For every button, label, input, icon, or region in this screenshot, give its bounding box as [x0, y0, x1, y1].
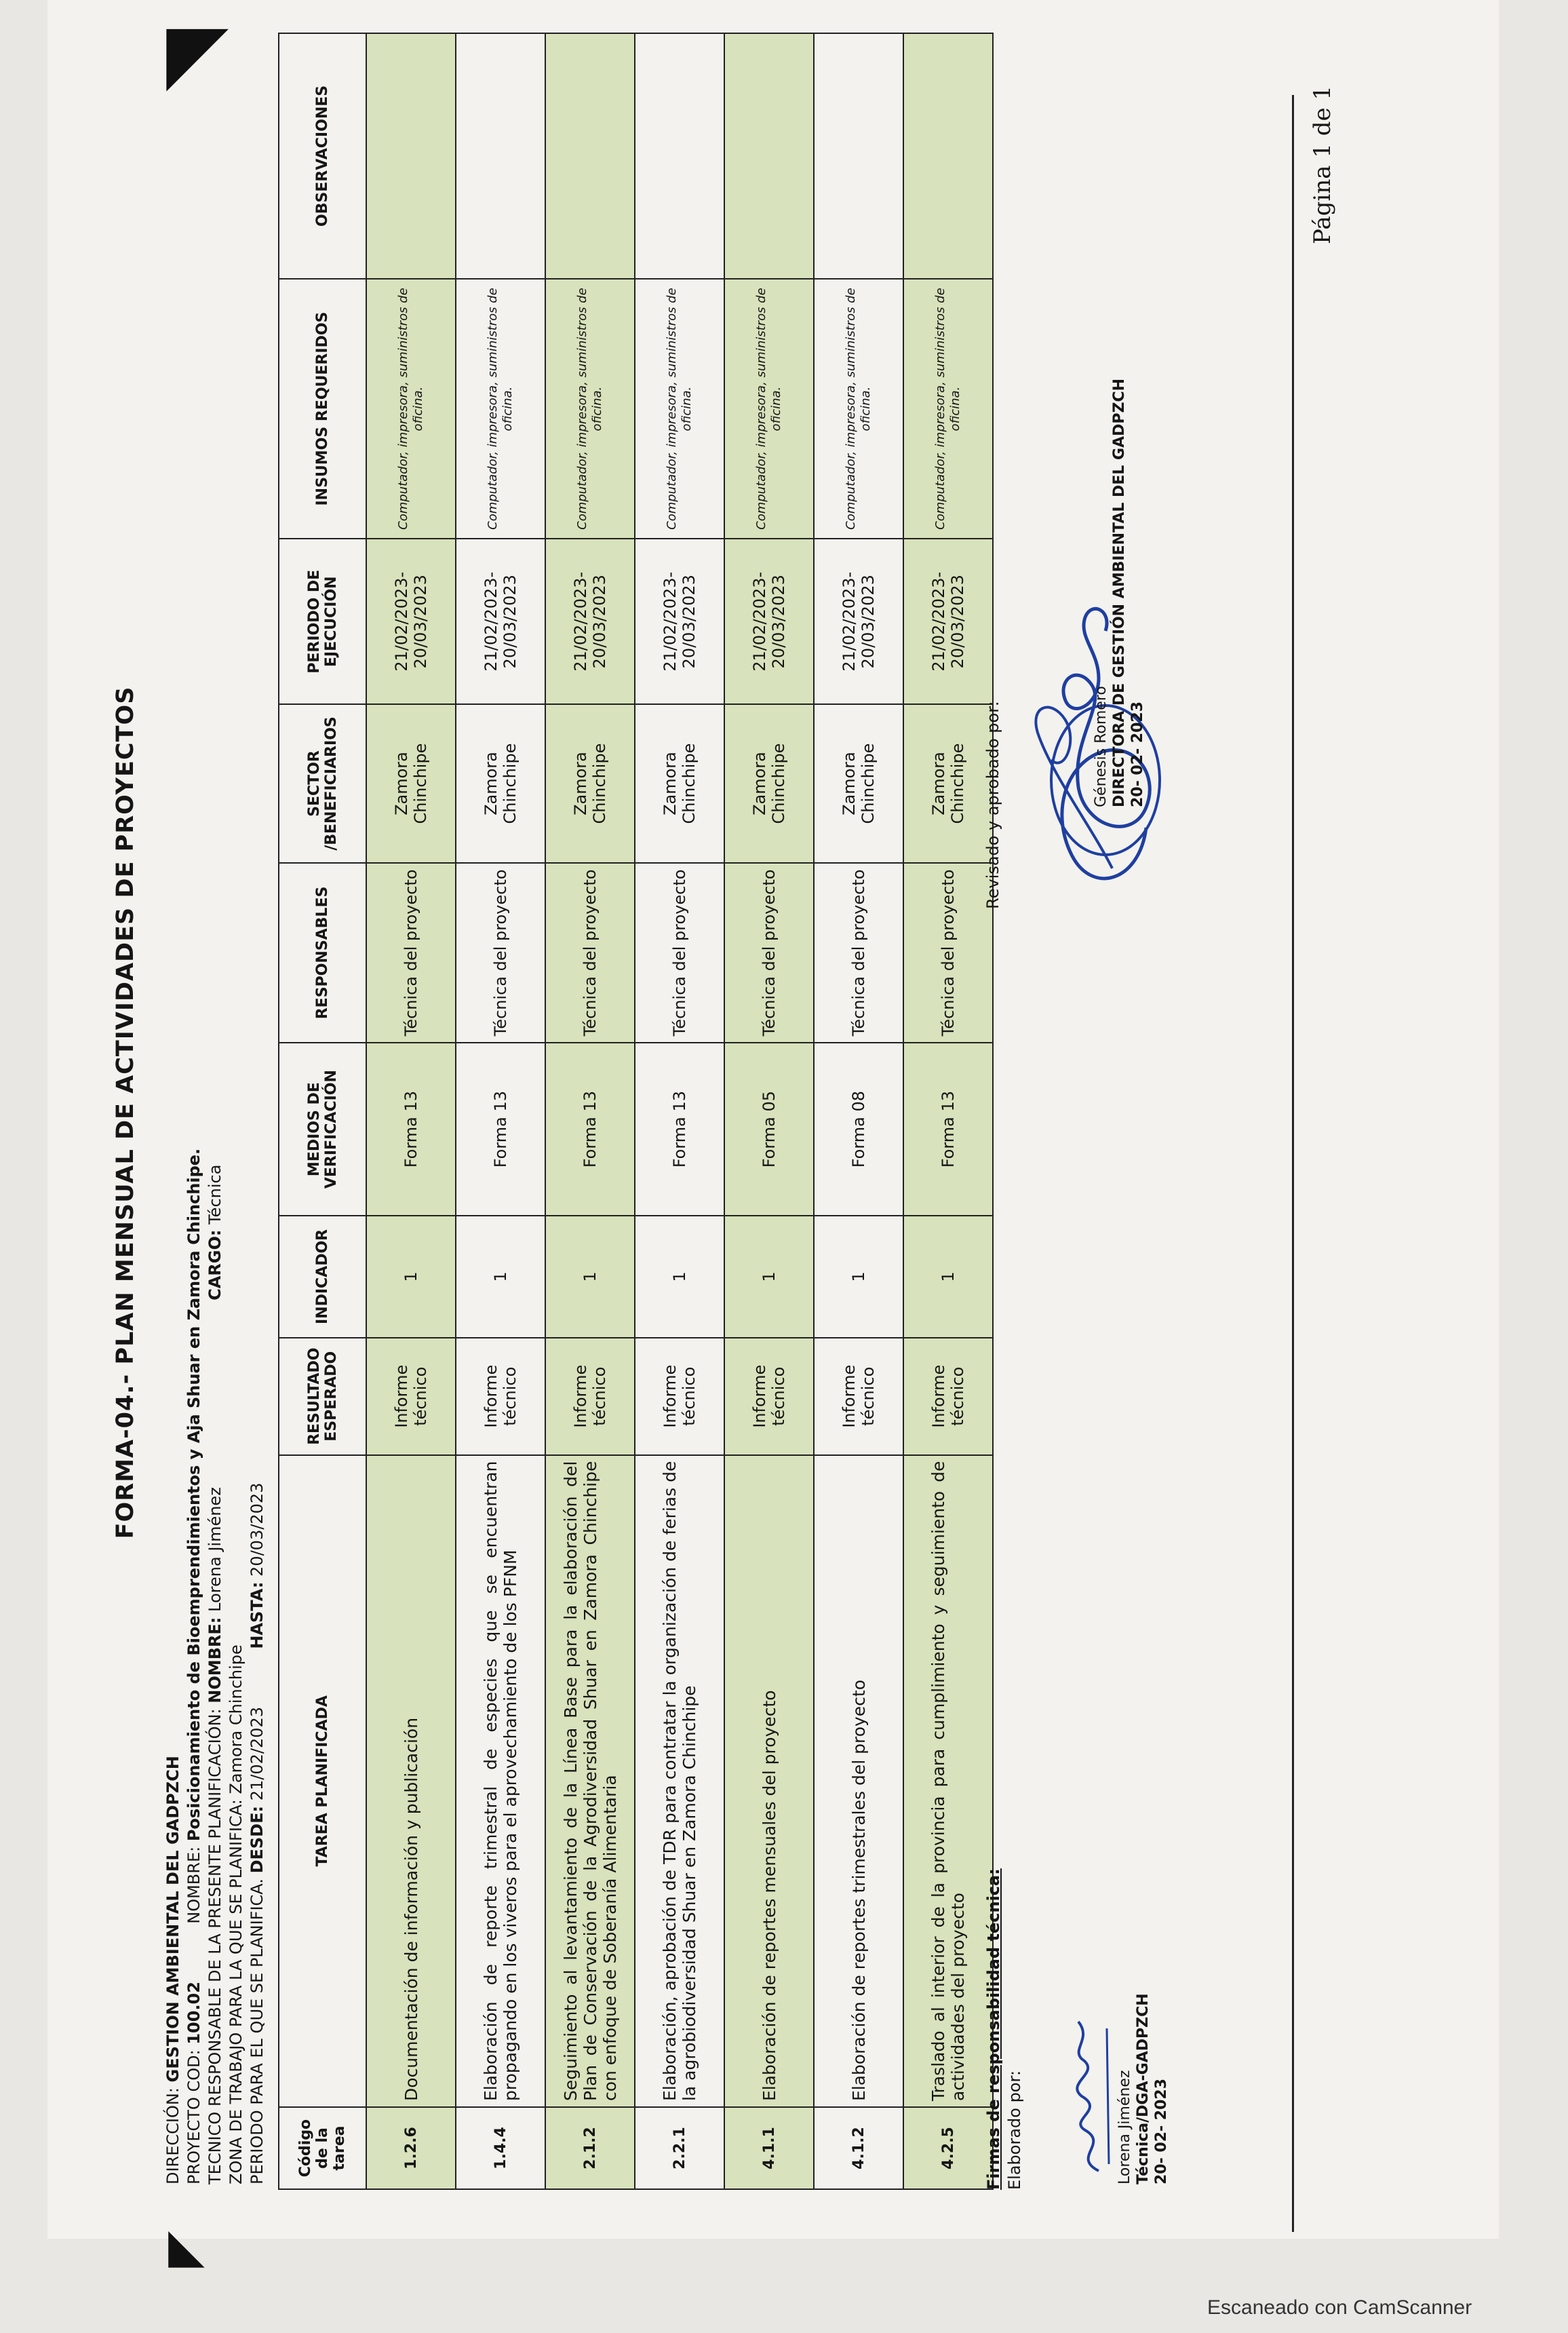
signature-elaborado-icon [1044, 2008, 1119, 2184]
verification-means-cell: Forma 08 [814, 1043, 903, 1216]
expected-result-cell: Informe técnico [814, 1338, 903, 1455]
expected-result-cell: Informe técnico [635, 1338, 724, 1455]
column-header: Código de la tarea [279, 2107, 366, 2189]
observations-cell [545, 33, 635, 279]
activities-table [278, 33, 994, 2190]
table-row [903, 33, 993, 2189]
task-description-cell: Documentación de información y publicación [366, 1455, 456, 2107]
task-code-cell: 4.1.1 [724, 2107, 814, 2189]
observations-cell [456, 33, 545, 279]
sector-beneficiaries-cell: Zamora Chinchipe [545, 704, 635, 862]
scanner-watermark: Escaneado con CamScanner [1207, 2296, 1472, 2319]
task-code-cell: 2.2.1 [635, 2107, 724, 2189]
column-header: INSUMOS REQUERIDOS [279, 279, 366, 539]
required-supplies-cell: Computador, impresora, suministros de oficina. [635, 279, 724, 539]
sector-beneficiaries-cell: Zamora Chinchipe [366, 704, 456, 862]
table-header-row [279, 33, 366, 2189]
footer-divider [1292, 95, 1294, 2232]
indicator-cell: 1 [814, 1216, 903, 1338]
task-code-cell: 2.1.2 [545, 2107, 635, 2189]
elaborado-label: Elaborado por: [1005, 2070, 1024, 2190]
required-supplies-cell: Computador, impresora, suministros de oficina. [814, 279, 903, 539]
observations-cell [814, 33, 903, 279]
column-header: RESPONSABLES [279, 863, 366, 1043]
column-header: RESULTADO ESPERADO [279, 1338, 366, 1455]
execution-period-cell: 21/02/2023-20/03/2023 [366, 539, 456, 704]
verification-means-cell: Forma 13 [903, 1043, 993, 1216]
sector-beneficiaries-cell: Zamora Chinchipe [724, 704, 814, 862]
table-row [366, 33, 456, 2189]
elaborado-date: 20- 02- 2023 [1153, 2078, 1170, 2184]
execution-period-cell: 21/02/2023-20/03/2023 [545, 539, 635, 704]
required-supplies-cell: Computador, impresora, suministros de oficina. [903, 279, 993, 539]
header-zona: ZONA DE TRABAJO PARA LA QUE SE PLANIFICA: Zamora Chinchipe [227, 1644, 246, 2184]
header-direccion: DIRECCIÓN: GESTION AMBIENTAL DEL GADPZCH [163, 1756, 182, 2184]
revisado-date: 20- 02- 2023 [1129, 701, 1146, 807]
verification-means-cell: Forma 13 [366, 1043, 456, 1216]
indicator-cell: 1 [635, 1216, 724, 1338]
task-description-cell: Elaboración de reportes trimestrales del proyecto [814, 1455, 903, 2107]
revisado-label: Revisado y aprobado por: [983, 701, 1002, 909]
corner-mark-icon: ◣ [168, 2218, 205, 2273]
column-header: PERIODO DE EJECUCIÓN [279, 539, 366, 704]
expected-result-cell: Informe técnico [366, 1338, 456, 1455]
column-header: OBSERVACIONES [279, 33, 366, 279]
expected-result-cell: Informe técnico [456, 1338, 545, 1455]
task-description-cell: Seguimiento al levantamiento de la Línea Base para la elaboración del Plan de Conservación de la Agrodiversidad Shuar en Zamora Chinchipe con enfoque de Soberanía Alimentaria [545, 1455, 635, 2107]
sector-beneficiaries-cell: Zamora Chinchipe [814, 704, 903, 862]
execution-period-cell: 21/02/2023-20/03/2023 [814, 539, 903, 704]
column-header: SECTOR /BENEFICIARIOS [279, 704, 366, 862]
header-tecnico: TECNICO RESPONSABLE DE LA PRESENTE PLANIFICACIÓN: NOMBRE: Lorena Jiménez CARGO: Técnica [205, 1164, 224, 2184]
column-header: MEDIOS DE VERIFICACIÓN [279, 1043, 366, 1216]
sector-beneficiaries-cell: Zamora Chinchipe [456, 704, 545, 862]
table-row [635, 33, 724, 2189]
indicator-cell: 1 [456, 1216, 545, 1338]
indicator-cell: 1 [545, 1216, 635, 1338]
task-code-cell: 1.2.6 [366, 2107, 456, 2189]
task-code-cell: 4.2.5 [903, 2107, 993, 2189]
elaborado-block [1116, 1993, 1171, 2184]
expected-result-cell: Informe técnico [545, 1338, 635, 1455]
task-description-cell: Elaboración de reportes mensuales del proyecto [724, 1455, 814, 2107]
task-code-cell: 1.4.4 [456, 2107, 545, 2189]
column-header: TAREA PLANIFICADA [279, 1455, 366, 2107]
sector-beneficiaries-cell: Zamora Chinchipe [903, 704, 993, 862]
expected-result-cell: Informe técnico [903, 1338, 993, 1455]
rotated-page [88, 0, 1404, 2232]
indicator-cell: 1 [366, 1216, 456, 1338]
task-description-cell: Traslado al interior de la provincia para cumplimiento y seguimiento de actividades del proyecto [903, 1455, 993, 2107]
header-periodo: PERIODO PARA EL QUE SE PLANIFICA. DESDE: 21/02/2023 HASTA: 20/03/2023 [248, 1482, 267, 2184]
expected-result-cell: Informe técnico [724, 1338, 814, 1455]
revisado-name: Génesis Romero [1093, 686, 1110, 807]
execution-period-cell: 21/02/2023-20/03/2023 [724, 539, 814, 704]
table-row [814, 33, 903, 2189]
corner-mark-icon: ◤ [166, 7, 229, 101]
page-number: Página 1 de 1 [1309, 85, 1336, 244]
required-supplies-cell: Computador, impresora, suministros de oficina. [724, 279, 814, 539]
column-header: INDICADOR [279, 1216, 366, 1338]
table-row [456, 33, 545, 2189]
execution-period-cell: 21/02/2023-20/03/2023 [635, 539, 724, 704]
required-supplies-cell: Computador, impresora, suministros de oficina. [366, 279, 456, 539]
responsible-cell: Técnica del proyecto [903, 863, 993, 1043]
execution-period-cell: 21/02/2023-20/03/2023 [903, 539, 993, 704]
indicator-cell: 1 [903, 1216, 993, 1338]
table-row [724, 33, 814, 2189]
verification-means-cell: Forma 13 [456, 1043, 545, 1216]
revisado-block [1092, 379, 1147, 807]
responsible-cell: Técnica del proyecto [456, 863, 545, 1043]
responsible-cell: Técnica del proyecto [635, 863, 724, 1043]
revisado-role: DIRECTORA DE GESTIÓN AMBIENTAL DEL GADPZCH [1111, 378, 1128, 807]
verification-means-cell: Forma 13 [635, 1043, 724, 1216]
header-block [163, 149, 268, 2184]
verification-means-cell: Forma 05 [724, 1043, 814, 1216]
verification-means-cell: Forma 13 [545, 1043, 635, 1216]
task-code-cell: 4.1.2 [814, 2107, 903, 2189]
responsible-cell: Técnica del proyecto [814, 863, 903, 1043]
signatures-title: Firmas de responsabilidad técnica: [984, 1868, 1003, 2190]
form-title: FORMA-04.- PLAN MENSUAL DE ACTIVIDADES DE PROYECTOS [112, 686, 139, 1539]
required-supplies-cell: Computador, impresora, suministros de oficina. [456, 279, 545, 539]
table-row [545, 33, 635, 2189]
observations-cell [903, 33, 993, 279]
elaborado-role: Técnica/DGA-GADPZCH [1135, 1993, 1152, 2184]
required-supplies-cell: Computador, impresora, suministros de oficina. [545, 279, 635, 539]
task-description-cell: Elaboración de reporte trimestral de especies que se encuentran propagando en los viveros para el aprovechamiento de los PFNM [456, 1455, 545, 2107]
responsible-cell: Técnica del proyecto [724, 863, 814, 1043]
task-description-cell: Elaboración, aprobación de TDR para contratar la organización de ferias de la agrobiodiversidad Shuar en Zamora Chinchipe [635, 1455, 724, 2107]
observations-cell [635, 33, 724, 279]
observations-cell [724, 33, 814, 279]
responsible-cell: Técnica del proyecto [545, 863, 635, 1043]
execution-period-cell: 21/02/2023-20/03/2023 [456, 539, 545, 704]
header-proyecto: PROYECTO COD: 100.02 NOMBRE: Posicionamiento de Bioemprendimientos y Aja Shuar en Zamora Chinchipe. [184, 1148, 203, 2184]
sector-beneficiaries-cell: Zamora Chinchipe [635, 704, 724, 862]
elaborado-name: Lorena Jiménez [1116, 2070, 1133, 2184]
observations-cell [366, 33, 456, 279]
indicator-cell: 1 [724, 1216, 814, 1338]
responsible-cell: Técnica del proyecto [366, 863, 456, 1043]
